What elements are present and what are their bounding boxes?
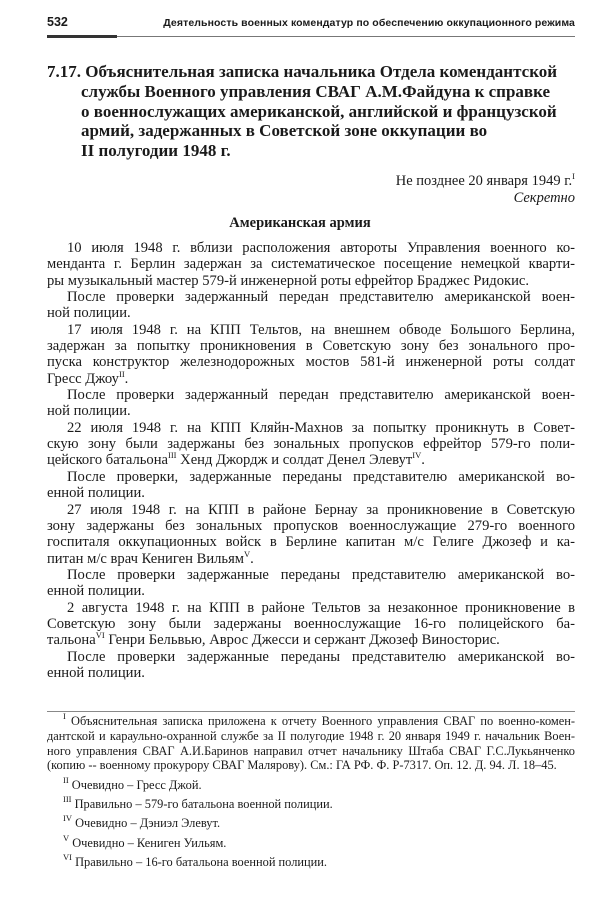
text-segment: дантской и караульно-охранной службе за II полугодие 1948 г. 20 января 1949 г. начальник Воен- xyxy=(47,728,575,743)
text-line xyxy=(47,832,575,851)
text-segment: 27 июля 1948 г. на КПП в районе Бернау за проникновение в Советскую xyxy=(67,501,575,518)
text-line xyxy=(47,744,575,759)
footnotes xyxy=(47,711,575,874)
text-segment: Правильно – 579-го батальона военной полиции. xyxy=(71,796,333,811)
title-line: армий, задержанных в Советской зоне оккупации во xyxy=(81,121,488,141)
text-line xyxy=(47,256,575,272)
text-segment: Очевидно – Кениген Уильям. xyxy=(69,835,227,850)
paragraph xyxy=(47,502,575,567)
footnote-ref: II xyxy=(63,774,69,785)
text-segment: Правильно – 16-го батальона военной полиции. xyxy=(71,854,328,869)
paragraph xyxy=(47,420,575,469)
text-line xyxy=(47,502,575,518)
header-rule xyxy=(47,36,575,37)
footnote-ref: I xyxy=(572,171,575,181)
document-date xyxy=(396,173,575,190)
text-line xyxy=(47,711,575,729)
text-line xyxy=(47,600,575,616)
text-line xyxy=(47,322,575,338)
footnote-ref: I xyxy=(63,711,66,721)
paragraph xyxy=(47,322,575,387)
text-segment: ры музыкальный мастер 579-й инженерной роты ефрейтор Браджес Ридокис. xyxy=(47,272,530,289)
text-segment: (копию -- военному прокурору СВАГ Малярову). См.: ГА РФ. Ф. Р-7317. Оп. 12. Д. 94. Л. 18–45. xyxy=(47,758,557,773)
text-segment: Гресс Джоу xyxy=(47,370,119,387)
text-segment: После проверки, задержанные переданы представителю американской во- xyxy=(67,468,575,485)
title-line: II полугодии 1948 г. xyxy=(81,141,231,161)
date-text: Не позднее 20 января 1949 г. xyxy=(395,173,573,189)
paragraph xyxy=(47,469,575,502)
text-segment: Очевидно – Гресс Джой. xyxy=(68,777,202,792)
text-segment: Очевидно – Дэниэл Элевут. xyxy=(71,816,221,831)
text-line xyxy=(47,534,575,550)
text-segment: 17 июля 1948 г. на КПП Тельтов, на внешнем обводе Большого Берлина, xyxy=(67,321,575,338)
header-rule-accent xyxy=(47,35,117,38)
text-segment: Генри Бельвью, Аврос Джесси и сержант Джозеф Виносторис. xyxy=(104,632,500,649)
text-segment: . xyxy=(421,452,425,469)
text-line xyxy=(47,758,575,773)
footnote xyxy=(47,813,575,831)
text-segment: После проверки задержанные переданы представителю американской во- xyxy=(67,648,575,665)
paragraph xyxy=(47,600,575,649)
text-line xyxy=(47,289,575,305)
text-segment: ной полиции. xyxy=(47,305,131,322)
text-segment: цейского батальона xyxy=(47,452,168,469)
title-line: службы Военного управления СВАГ А.М.Файдуна к справке xyxy=(81,81,551,101)
text-line xyxy=(47,368,575,387)
text-segment: После проверки задержанный передан представителю американской воен- xyxy=(67,387,575,404)
text-segment: После проверки задержанные переданы представителю американской во- xyxy=(67,566,575,583)
text-segment: тальона xyxy=(47,632,96,649)
text-line xyxy=(47,452,575,468)
paragraph xyxy=(47,567,575,600)
text-segment: зону задержаны без зональных пропусков военнослужащие 279-го военного xyxy=(47,517,575,534)
footnote-ref: VI xyxy=(63,851,72,862)
text-line xyxy=(47,813,575,831)
text-segment: енной полиции. xyxy=(47,485,145,502)
text-line xyxy=(47,567,575,583)
text-segment: ной полиции. xyxy=(47,403,131,420)
text-segment: менданта г. Берлин задержан за систематическое посещение немецкой кварти- xyxy=(47,256,575,273)
text-line xyxy=(47,354,575,370)
footnote xyxy=(47,793,575,812)
text-segment: 10 июля 1948 г. вблизи расположения автороты Управления военного ко- xyxy=(67,240,575,256)
text-line xyxy=(47,240,575,256)
text-segment: питан м/с врач Кениген Вильям xyxy=(47,550,245,567)
text-line xyxy=(47,774,575,793)
footnote-rule xyxy=(47,711,575,712)
footnote xyxy=(47,774,575,793)
text-segment: 22 июля 1948 г. на КПП Кляйн-Махнов за попытку проникнуть в Совет- xyxy=(67,419,575,436)
text-line xyxy=(47,469,575,485)
paragraph xyxy=(47,387,575,420)
body-text xyxy=(47,240,575,681)
running-head-title: Деятельность военных комендатур по обеспечению оккупационного режима xyxy=(163,17,575,29)
text-segment: . xyxy=(250,550,254,567)
text-segment: скую зону были задержаны без зональных пропусков ефрейтор 579-го поли- xyxy=(47,436,575,453)
document-title xyxy=(47,62,577,161)
text-segment: задержан за попытку проникновения в Советскую зону без зонального про- xyxy=(47,338,575,355)
text-segment: Хенд Джордж и солдат Денел Элевут xyxy=(176,452,413,469)
text-line xyxy=(47,420,575,436)
text-line xyxy=(47,485,575,501)
text-line xyxy=(47,273,575,289)
classification-mark: Секретно xyxy=(513,190,575,206)
paragraph xyxy=(47,649,575,682)
title-line: о военнослужащих американской, английской и французской xyxy=(81,101,557,121)
text-segment: Объяснительная записка приложена к отчету Военного управления СВАГ по военно-комен- xyxy=(65,714,575,728)
text-line xyxy=(47,387,575,403)
text-line xyxy=(47,616,575,632)
footnote-ref: II xyxy=(118,368,125,379)
text-line xyxy=(47,403,575,419)
text-segment: госпиталя оккупационных войск в Берлине капитан м/с Гелиге Джозеф и ка- xyxy=(47,534,575,551)
paragraph xyxy=(47,240,575,289)
text-line xyxy=(47,338,575,354)
footnote-ref: IV xyxy=(63,813,72,824)
text-line xyxy=(47,305,575,321)
section-heading: Американская армия xyxy=(229,215,371,231)
text-line xyxy=(47,793,575,812)
running-head xyxy=(47,15,575,35)
footnote xyxy=(47,851,575,870)
footnote xyxy=(47,832,575,851)
text-segment: 2 августа 1948 г. на КПП в районе Тельтов за незаконное проникновение в xyxy=(67,599,575,616)
text-segment: енной полиции. xyxy=(47,664,145,681)
title-line: 7.17. Объяснительная записка начальника Отдела комендантской xyxy=(47,62,558,81)
text-line xyxy=(47,851,575,870)
footnote-ref: III xyxy=(63,793,72,804)
text-line xyxy=(47,518,575,534)
footnote-ref: III xyxy=(168,450,177,461)
footnote xyxy=(47,711,575,773)
text-line xyxy=(47,583,575,599)
text-segment: После проверки задержанный передан представителю американской воен- xyxy=(67,289,575,306)
text-line xyxy=(47,632,575,648)
paragraph xyxy=(47,289,575,322)
footnote-ref: V xyxy=(244,548,251,559)
page-number: 532 xyxy=(47,15,68,29)
text-segment: пуска конструктор железнодорожных мостов 581-й инженерной роты солдат xyxy=(47,354,575,371)
text-segment: енной полиции. xyxy=(47,583,145,600)
footnote-ref: V xyxy=(63,832,70,843)
text-segment: Советскую зону были задержаны военнослужащие 16-го полицейского ба- xyxy=(47,615,575,632)
text-line xyxy=(47,665,575,681)
text-line xyxy=(47,436,575,452)
text-segment: ного управления СВАГ А.И.Баринов направил отчет начальнику Штаба СВАГ Г.С.Лукьянченко xyxy=(47,743,575,758)
text-line xyxy=(47,649,575,665)
footnote-ref: IV xyxy=(412,450,422,461)
footnote-ref: VI xyxy=(95,630,105,641)
text-line xyxy=(47,729,575,744)
text-line xyxy=(47,548,575,567)
text-segment: . xyxy=(124,370,129,387)
